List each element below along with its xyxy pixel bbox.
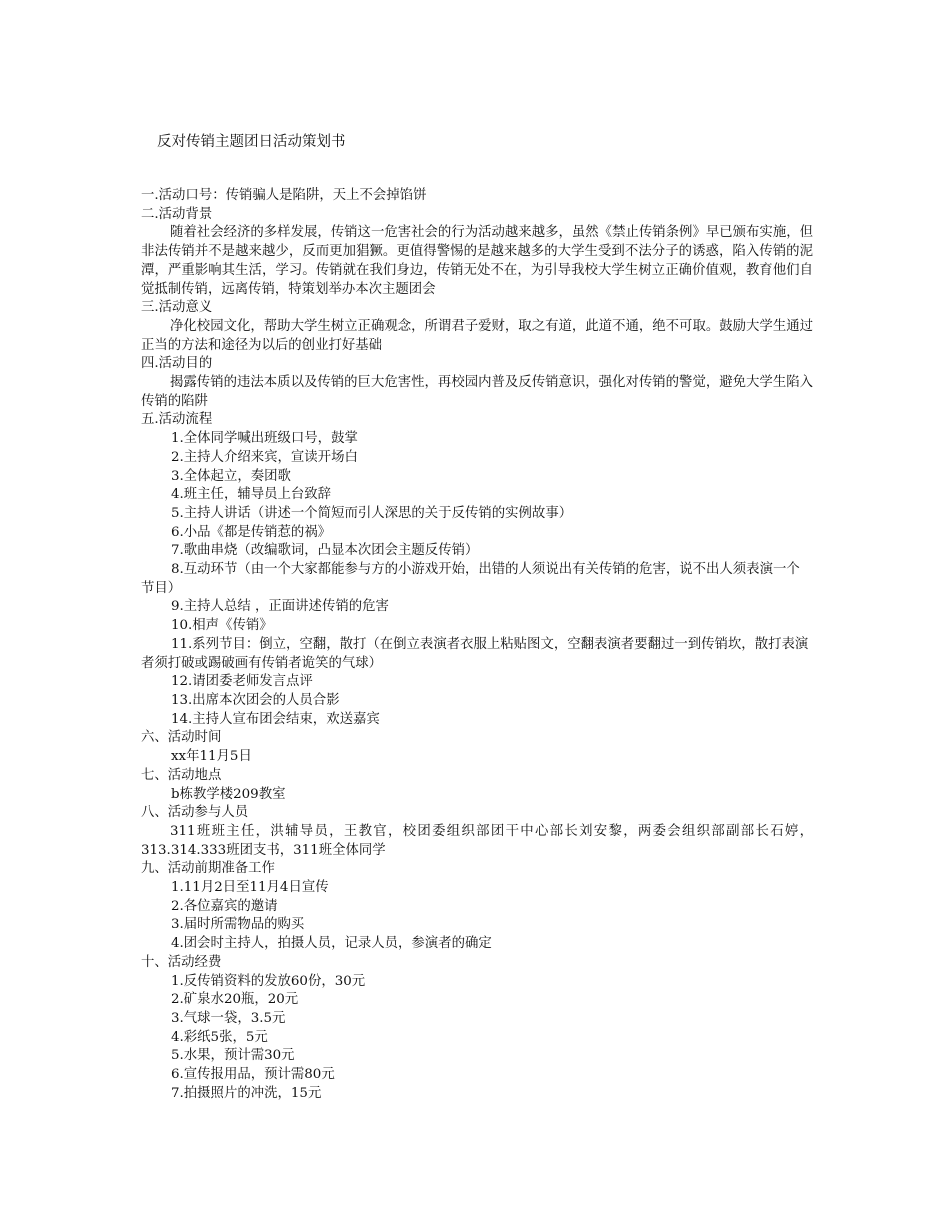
list-item-wrapping: 8.互动环节（由一个大家都能参与方的小游戏开始，出错的人须说出有关传销的危害，说不出人须表演一个节目） xyxy=(141,562,800,596)
list-item-wrapping: 11.系列节目：倒立，空翻，散打（在倒立表演者衣服上粘贴图文，空翻表演者要翻过一到传销坎，散打表演者须打破或踢破画有传销者诡笑的气球） xyxy=(141,636,809,671)
list-item: 3.气球一袋，3.5元 xyxy=(171,1010,286,1026)
list-item: 12.请团委老师发言点评 xyxy=(171,674,313,690)
section-participants-text: 311班班主任，洪辅导员，王教官，校团委组织部团干中心部长刘安黎，两委会组织部副部长石婷，313.314.333班团支书，311班全体同学 xyxy=(141,823,813,858)
list-item: 4.彩纸5张，5元 xyxy=(171,1029,268,1045)
list-item: 3.全体起立，奏团歌 xyxy=(171,468,291,484)
list-item: 13.出席本次团会的人员合影 xyxy=(171,692,340,708)
list-item: 1.全体同学喊出班级口号，鼓掌 xyxy=(171,431,358,447)
list-item: 6.小品《都是传销惹的祸》 xyxy=(171,524,332,540)
list-item: 5.主持人讲话（讲述一个简短而引人深思的关于反传销的实例故事） xyxy=(171,505,573,521)
budget-list xyxy=(141,973,813,1104)
section-purpose-heading: 四.活动目的 xyxy=(141,356,213,372)
list-item: 6.宣传报用品，预计需80元 xyxy=(171,1067,335,1083)
section-participants-heading: 八、活动参与人员 xyxy=(141,805,249,821)
list-item: 10.相声《传销》 xyxy=(171,618,273,634)
list-item: 14.主持人宣布团会结束，欢送嘉宾 xyxy=(171,711,380,727)
list-item: 4.班主任，辅导员上台致辞 xyxy=(171,487,332,503)
list-item: 1.11月2日至11月4日宣传 xyxy=(171,880,329,896)
list-item: 2.主持人介绍来宾，宣读开场白 xyxy=(171,449,358,465)
list-item: 4.团会时主持人，拍摄人员，记录人员，参演者的确定 xyxy=(171,936,492,952)
list-item: 2.各位嘉宾的邀请 xyxy=(171,898,278,914)
document-title: 反对传销主题团日活动策划书 xyxy=(157,134,346,150)
list-item: 7.歌曲串烧（改编歌词，凸显本次团会主题反传销） xyxy=(171,543,479,559)
section-time-heading: 六、活动时间 xyxy=(141,730,222,746)
section-preparation-heading: 九、活动前期准备工作 xyxy=(141,861,275,877)
list-item: 5.水果，预计需30元 xyxy=(171,1048,295,1064)
section-time-text: xx年11月5日 xyxy=(171,749,252,765)
document-body xyxy=(141,187,813,1103)
section-slogan-heading: 一.活动口号：传销骗人是陷阱，天上不会掉馅饼 xyxy=(141,188,427,203)
procedure-list xyxy=(141,430,813,729)
section-background-text: 随着社会经济的多样发展，传销这一危害社会的行为活动越来越多，虽然《禁止传销条例》早已颁布实施，但非法传销并不是越来越少，反而更加猖獗。更值得警惕的是越来越多的大学生受到不法分子的诱惑，陷入传销的泥潭，严重影响其生活，学习。传销就在我们身边，传销无处不在，为引导我校大学生树立正确价值观，教育他们自觉抵制传销，远离传销，特策划举办本次主题团会 xyxy=(141,225,813,297)
section-location-heading: 七、活动地点 xyxy=(141,767,222,783)
section-background-heading: 二.活动背景 xyxy=(141,206,213,222)
list-item: 9.主持人总结 ，正面讲述传销的危害 xyxy=(171,599,389,615)
section-procedure-heading: 五.活动流程 xyxy=(141,412,213,428)
section-budget-heading: 十、活动经费 xyxy=(141,954,222,970)
list-item: 7.拍摄照片的冲洗，15元 xyxy=(171,1085,322,1101)
preparation-list xyxy=(141,879,813,954)
list-item: 1.反传销资料的发放60份，30元 xyxy=(171,973,366,989)
section-purpose-text: 揭露传销的违法本质以及传销的巨大危害性，再校园内普及反传销意识，强化对传销的警觉，避免大学生陷入传销的陷阱 xyxy=(141,375,813,409)
section-location-text: b栋教学楼209教室 xyxy=(171,786,286,802)
section-significance-text: 净化校园文化，帮助大学生树立正确观念，所谓君子爱财，取之有道，此道不通，绝不可取。鼓励大学生通过正当的方法和途径为以后的创业打好基础 xyxy=(141,318,813,353)
list-item: 3.届时所需物品的购买 xyxy=(171,917,305,933)
list-item: 2.矿泉水20瓶，20元 xyxy=(171,992,299,1008)
section-significance-heading: 三.活动意义 xyxy=(141,300,213,316)
